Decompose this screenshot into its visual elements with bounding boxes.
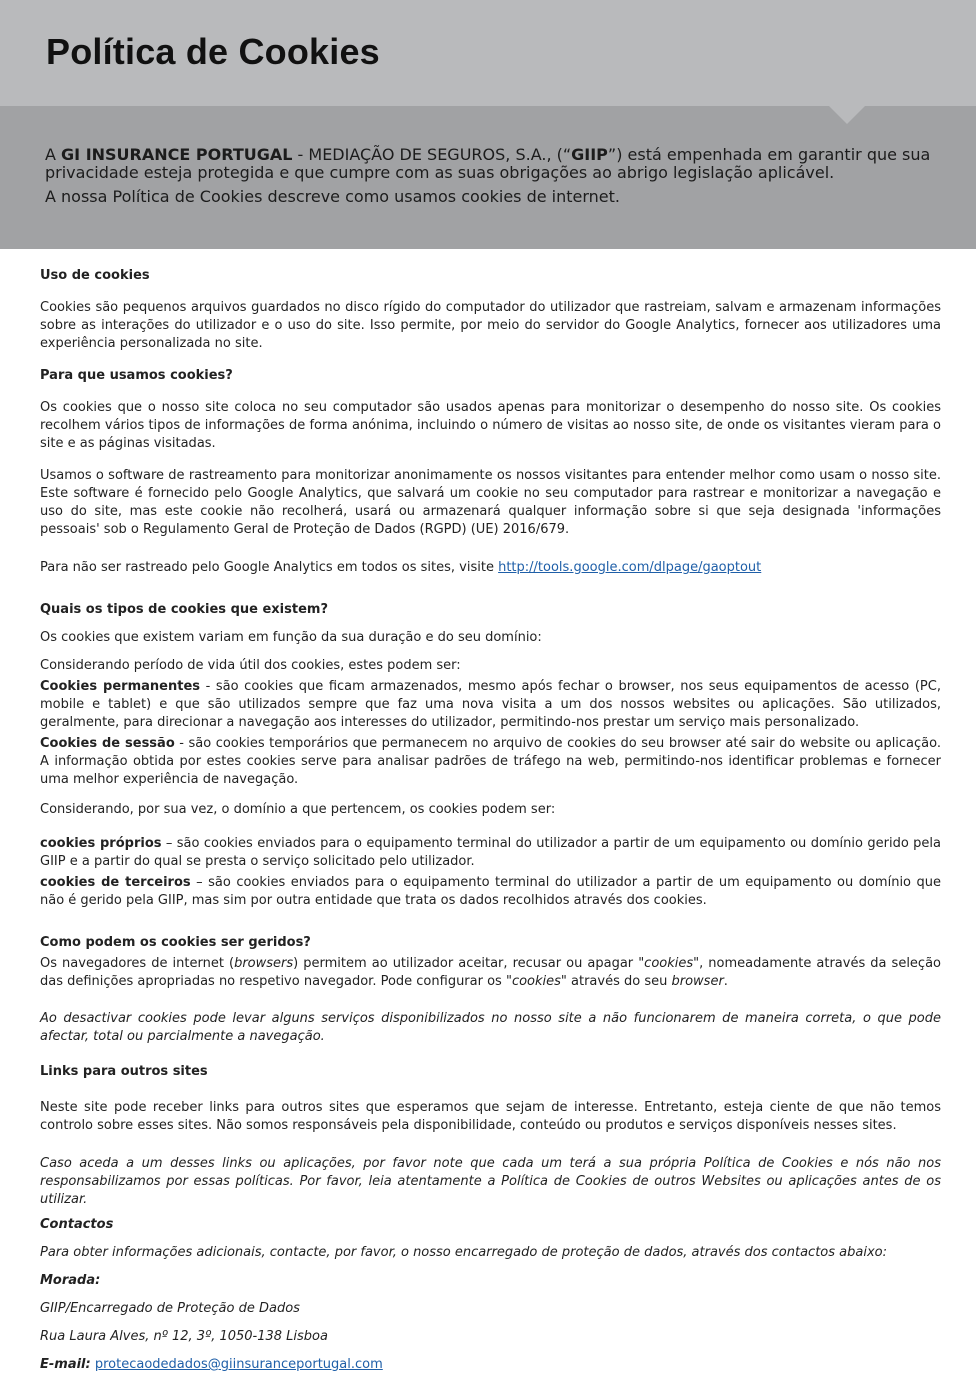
email-line xyxy=(40,1356,941,1374)
geridos-text xyxy=(40,955,941,991)
section-heading-contactos: Contactos xyxy=(40,1217,114,1232)
page-title: Política de Cookies xyxy=(46,31,380,72)
optout-link[interactable]: http://tools.google.com/dlpage/gaoptout xyxy=(498,560,762,575)
contactos-text: Para obter informações adicionais, contacte, por favor, o nosso encarregado de proteção de dados, através dos contactos abaixo: xyxy=(40,1245,887,1260)
geridos-text-part: ", nomeadamente através da seleção das definições apropriadas no respetivo navegador. Pode configurar os " xyxy=(40,956,941,989)
cookies-terceiros-text: – são cookies enviados para o equipamento terminal do utilizador a partir de um equipamento ou domínio que não é gerido pela GIIP, mas sim por outra entidade que trata os dados recolhidos através dos cookies. xyxy=(40,875,942,908)
section-heading-geridos: Como podem os cookies ser geridos? xyxy=(40,935,311,950)
intro-paragraph xyxy=(45,146,945,182)
header-notch xyxy=(829,106,865,124)
email-link[interactable]: protecaodedados@giinsuranceportugal.com xyxy=(94,1357,383,1372)
geridos-text-part: " através do seu xyxy=(560,974,672,989)
header-title-band xyxy=(0,0,976,106)
section-text-uso: Cookies são pequenos arquivos guardados no disco rígido do computador do utilizador que rastreiam, salvam e armazenam informações sobre as interações do utilizador e o uso do site. Isso permite, por meio do servidor do Google Analytics, fornecer aos utilizadores uma experiência personalizada no site. xyxy=(40,300,941,351)
cookies-permanentes-label: Cookies permanentes xyxy=(40,679,200,694)
optout-paragraph xyxy=(40,559,941,577)
cookies-terceiros xyxy=(40,874,941,910)
company-name: GI INSURANCE PORTUGAL xyxy=(61,145,293,164)
links-text: Neste site pode receber links para outros sites que esperamos que sejam de interesse. Entretanto, esteja ciente de que não temos controlo sobre esses sites. Não somos responsáveis pela disponibilidade, conteúdo ou produtos e serviços disponíveis nesses sites. xyxy=(40,1100,941,1133)
cookies-sessao xyxy=(40,735,941,789)
cookies-permanentes-text: - são cookies que ficam armazenados, mesmo após fechar o browser, nos seus equipamentos de acesso (PC, mobile e tablet) e que são utilizados sempre que faz uma nova visita a um dos nossos websites ou aplicações. São utilizados, geralmente, para direcionar a navegação aos interesses do utilizador, permitindo-nos prestar um serviço mais personalizado. xyxy=(40,679,941,730)
section-text-para-que-2: Usamos o software de rastreamento para monitorizar anonimamente os nossos visitantes para entender melhor como usam o nosso site. Este software é fornecido pelo Google Analytics, que salvará um cookie no seu computador para rastrear e monitorizar a navegação e uso do site, mas este cookie não recolherá, usará ou armazenará qualquer informação sobre si que seja designada 'informações pessoais' sob o Regulamento Geral de Proteção de Dados (RGPD) (UE) 2016/679. xyxy=(40,468,941,537)
geridos-text-italic: cookies xyxy=(644,956,694,971)
cookies-sessao-text: - são cookies temporários que permanecem no arquivo de cookies do seu browser até sair do website ou aplicação. A informação obtida por estes cookies serve para analisar padrões de tráfego na web, permitindo-nos identificar problemas e fornecer uma melhor experiência de navegação. xyxy=(40,736,941,787)
cookies-permanentes xyxy=(40,678,941,732)
morada-line-1: GIIP/Encarregado de Proteção de Dados xyxy=(40,1301,300,1316)
cookies-sessao-label: Cookies de sessão xyxy=(40,736,175,751)
cookies-proprios xyxy=(40,835,941,871)
geridos-text-part: . xyxy=(723,974,728,989)
section-heading-links: Links para outros sites xyxy=(40,1064,208,1079)
cookies-proprios-label: cookies próprios xyxy=(40,836,162,851)
cookies-proprios-text: – são cookies enviados para o equipamento terminal do utilizador a partir de um equipamento ou domínio gerido pela GIIP e a partir do qual se presta o serviço solicitado pelo utilizador. xyxy=(40,836,941,869)
intro-summary: A nossa Política de Cookies descreve como usamos cookies de internet. xyxy=(45,187,621,206)
geridos-warning: Ao desactivar cookies pode levar alguns serviços disponibilizados no nosso site a não funcionarem de maneira correta, o que pode afectar, total ou parcialmente a navegação. xyxy=(40,1011,941,1044)
morada-line-2: Rua Laura Alves, nº 12, 3º, 1050-138 Lisboa xyxy=(40,1329,328,1344)
intro-text: - MEDIAÇÃO DE SEGUROS, S.A., (“ xyxy=(292,145,572,164)
tipos-dominio: Considerando, por sua vez, o domínio a que pertencem, os cookies podem ser: xyxy=(40,802,556,817)
tipos-intro: Os cookies que existem variam em função da sua duração e do seu domínio: xyxy=(40,630,542,645)
cookies-terceiros-label: cookies de terceiros xyxy=(40,875,191,890)
geridos-text-italic: cookies xyxy=(511,974,561,989)
email-label: E-mail: xyxy=(40,1357,91,1372)
morada-label: Morada: xyxy=(40,1273,101,1288)
section-text-para-que-1: Os cookies que o nosso site coloca no seu computador são usados apenas para monitorizar o desempenho do nosso site. Os cookies recolhem vários tipos de informações de forma anónima, incluindo o número de visitas ao nosso site, de onde os visitantes vieram para o site e as páginas visitadas. xyxy=(40,400,941,451)
links-note: Caso aceda a um desses links ou aplicações, por favor note que cada um terá a sua própria Política de Cookies e nós não nos responsabilizamos por essas políticas. Por favor, leia atentamente a Política de Cookies de outros Websites ou aplicações antes de os utilizar. xyxy=(40,1156,941,1207)
section-heading-para-que: Para que usamos cookies? xyxy=(40,368,233,383)
intro-text: ”) está empenhada em garantir que sua privacidade esteja protegida e que cumpre com as suas obrigações ao abrigo legislação aplicável. xyxy=(45,145,931,182)
section-heading-tipos: Quais os tipos de cookies que existem? xyxy=(40,602,328,617)
geridos-text-italic: browser xyxy=(671,974,724,989)
company-short: GIIP xyxy=(571,145,608,164)
geridos-text-part: Os navegadores de internet ( xyxy=(40,956,235,971)
geridos-text-italic: browsers xyxy=(234,956,294,971)
intro-text: A xyxy=(45,145,62,164)
tipos-periodo: Considerando período de vida útil dos cookies, estes podem ser: xyxy=(40,658,461,673)
geridos-text-part: ) permitem ao utilizador aceitar, recusar ou apagar " xyxy=(293,956,645,971)
section-heading-uso: Uso de cookies xyxy=(40,268,150,283)
optout-text: Para não ser rastreado pelo Google Analytics em todos os sites, visite xyxy=(40,560,499,575)
